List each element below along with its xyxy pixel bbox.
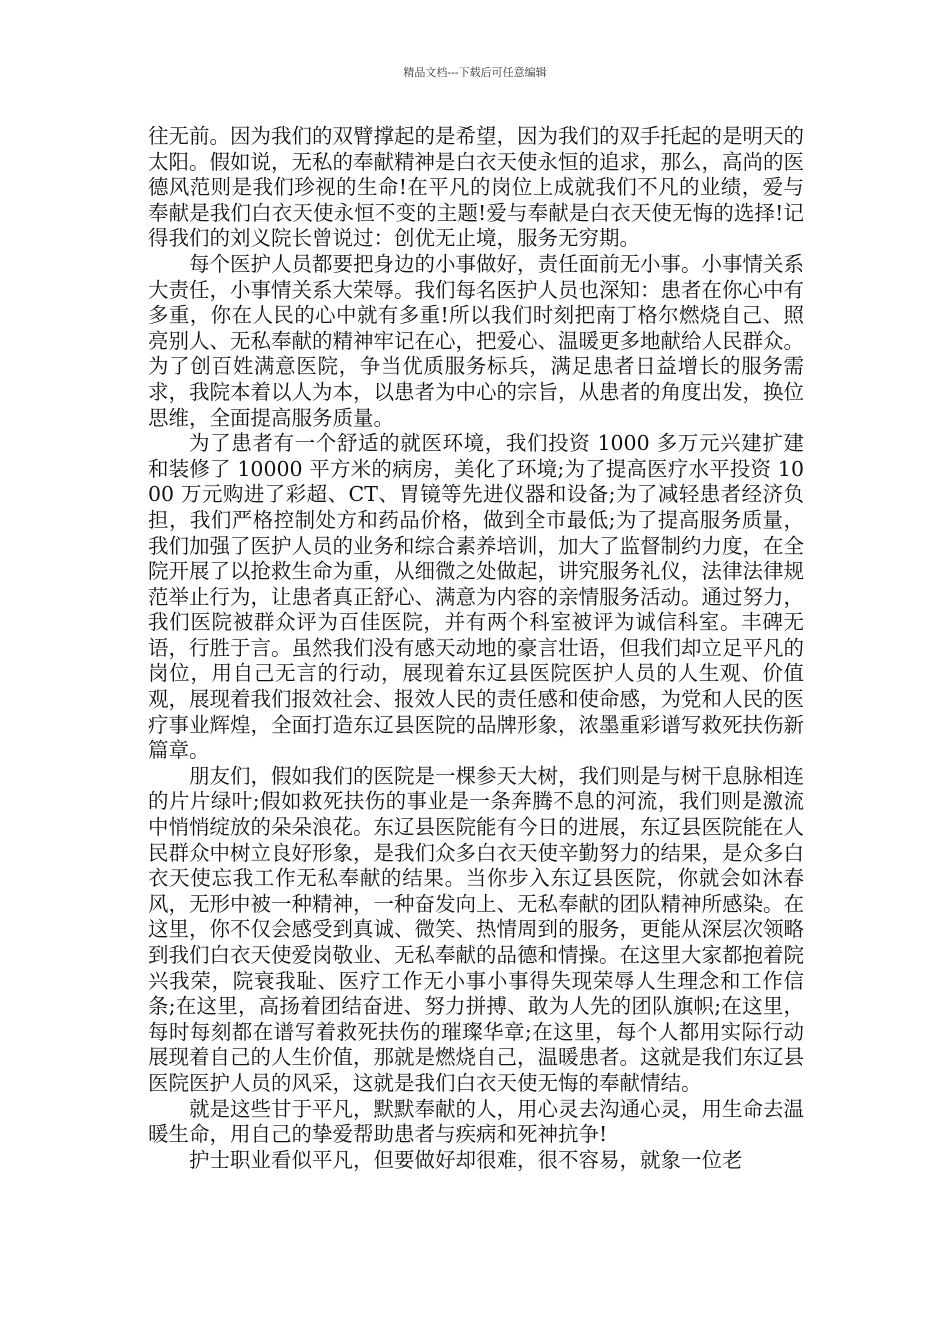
paragraph-4: 朋友们，假如我们的医院是一棵参天大树，我们则是与树干息脉相连的片片绿叶;假如救死扶伤的事业是一条奔腾不息的河流，我们则是激流中悄悄绽放的朵朵浪花。东辽县医院能有今日的进展，东辽县医院能在人民群众中树立良好形象，是我们众多白衣天使辛勤努力的结果，是众多白衣天使忘我工作无私奉献的结果。当你步入东辽县医院，你就会如沐春风，无形中被一种精神，一种奋发向上、无私奉献的团队精神所感染。在这里，你不仅会感受到真诚、微笑、热情周到的服务，更能从深层次领略到我们白衣天使爱岗敬业、无私奉献的品德和情操。在这里大家都抱着院兴我荣，院衰我耻、医疗工作无小事小事得失现荣辱人生理念和工作信条;在这里，高扬着团结奋进、努力拼搏、敢为人先的团队旗帜;在这里，每时每刻都在谱写着救死扶伤的璀璨华章;在这里，每个人都用实际行动展现着自己的人生价值，那就是燃烧自己，温暖患者。这就是我们东辽县医院医护人员的风采，这就是我们白衣天使无悔的奉献情结。 [148, 763, 804, 1095]
paragraph-2: 每个医护人员都要把身边的小事做好，责任面前无小事。小事情关系大责任，小事情关系大荣辱。我们每名医护人员也深知：患者在你心中有多重，你在人民的心中就有多重!所以我们时刻把南丁格尔燃烧自己、照亮别人、无私奉献的精神牢记在心，把爱心、温暖更多地献给人民群众。为了创百姓满意医院，争当优质服务标兵，满足患者日益增长的服务需求，我院本着以人为本，以患者为中心的宗旨，从患者的角度出发，换位思维，全面提高服务质量。 [148, 251, 804, 430]
document-body [148, 124, 804, 1173]
paragraph-3: 为了患者有一个舒适的就医环境，我们投资 1000 多万元兴建扩建和装修了 10000 平方米的病房，美化了环境;为了提高医疗水平投资 1000 万元购进了彩超、CT、胃镜等先进仪器和设备;为了减轻患者经济负担，我们严格控制处方和药品价格，做到全市最低;为了提高服务质量，我们加强了医护人员的业务和综合素养培训，加大了监督制约力度，在全院开展了以抢救生命为重，从细微之处做起，讲究服务礼仪，法律法律规范举止行为，让患者真正舒心、满意为内容的亲情服务活动。通过努力，我们医院被群众评为百佳医院，并有两个科室被评为诚信科室。丰碑无语，行胜于言。虽然我们没有感天动地的豪言壮语，但我们却立足平凡的岗位，用自己无言的行动，展现着东辽县医院医护人员的人生观、价值观，展现着我们报效社会、报效人民的责任感和使命感，为党和人民的医疗事业辉煌，全面打造东辽县医院的品牌形象，浓墨重彩谱写救死扶伤新篇章。 [148, 431, 804, 763]
paragraph-1: 往无前。因为我们的双臂撑起的是希望，因为我们的双手托起的是明天的太阳。假如说，无私的奉献精神是白衣天使永恒的追求，那么，高尚的医德风范则是我们珍视的生命!在平凡的岗位上成就我们不凡的业绩，爱与奉献是我们白衣天使永恒不变的主题!爱与奉献是白衣天使无悔的选择!记得我们的刘义院长曾说过：创优无止境，服务无穷期。 [148, 124, 804, 251]
paragraph-5: 就是这些甘于平凡，默默奉献的人，用心灵去沟通心灵，用生命去温暖生命，用自己的挚爱帮助患者与疾病和死神抗争! [148, 1096, 804, 1147]
page-header: 精品文档---下载后可任意编辑 [403, 66, 547, 79]
paragraph-6: 护士职业看似平凡，但要做好却很难，很不容易，就象一位老 [189, 1147, 743, 1172]
